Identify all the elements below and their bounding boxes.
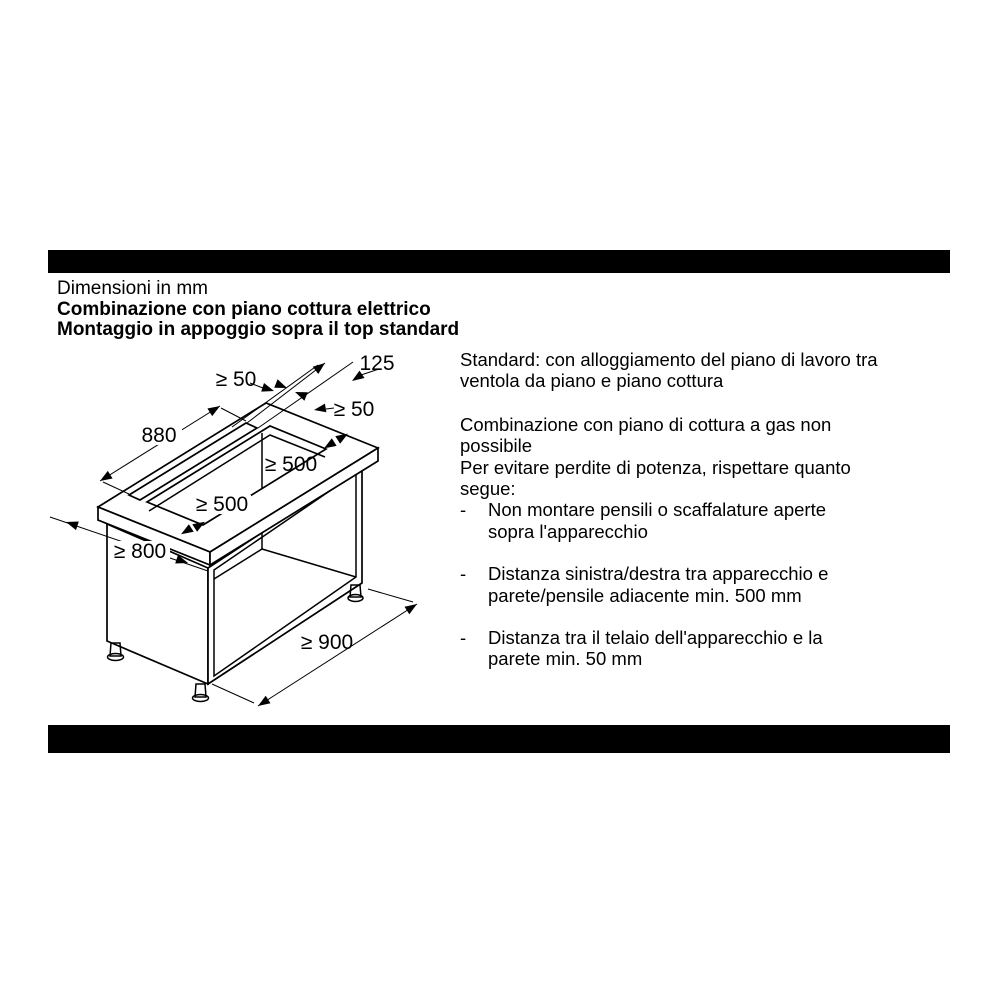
list-item bbox=[460, 627, 938, 670]
page-title-line2: Montaggio in appoggio sopra il top standard bbox=[57, 319, 460, 340]
bullet-text: Distanza sinistra/destra tra apparecchio e parete/pensile adiacente min. 500 mm bbox=[488, 563, 829, 606]
dim-50-right-label: ≥ 50 bbox=[333, 398, 375, 421]
note-gas: Combinazione con piano di cottura a gas non possibile bbox=[460, 413, 832, 457]
note-power: Per evitare perdite di potenza, rispettare quanto segue: bbox=[460, 456, 851, 500]
installation-notes bbox=[460, 349, 938, 670]
bullet-text: Non montare pensili o scaffalature aperte sopra l'apparecchio bbox=[488, 499, 826, 542]
units-note: Dimensioni in mm bbox=[57, 278, 208, 299]
dim-50-top-label: ≥ 50 bbox=[215, 368, 257, 391]
dim-50-top bbox=[216, 368, 308, 401]
dim-800-label: ≥ 800 bbox=[113, 540, 167, 563]
dim-500-inner-label: ≥ 500 bbox=[264, 453, 318, 476]
bullet-dash: - bbox=[460, 563, 467, 585]
bullet-text: Distanza tra il telaio dell'apparecchio e la parete min. 50 mm bbox=[488, 627, 823, 670]
bullet-dash: - bbox=[460, 499, 467, 521]
notes-bullet-list bbox=[460, 499, 938, 669]
page-title-line1: Combinazione con piano cottura elettrico bbox=[57, 298, 431, 320]
divider-bar-bottom bbox=[48, 725, 950, 753]
dim-880-label: 880 bbox=[141, 424, 177, 447]
dim-500-front-label: ≥ 500 bbox=[195, 493, 249, 516]
list-item bbox=[460, 499, 938, 542]
dim-125-label: 125 bbox=[359, 352, 395, 375]
bullet-dash: - bbox=[460, 627, 467, 649]
list-item bbox=[460, 563, 938, 606]
dim-900-label: ≥ 900 bbox=[300, 631, 354, 654]
note-standard: Standard: con alloggiamento del piano di lavoro tra ventola da piano e piano cottura bbox=[460, 349, 878, 392]
dim-50-right bbox=[314, 398, 374, 421]
